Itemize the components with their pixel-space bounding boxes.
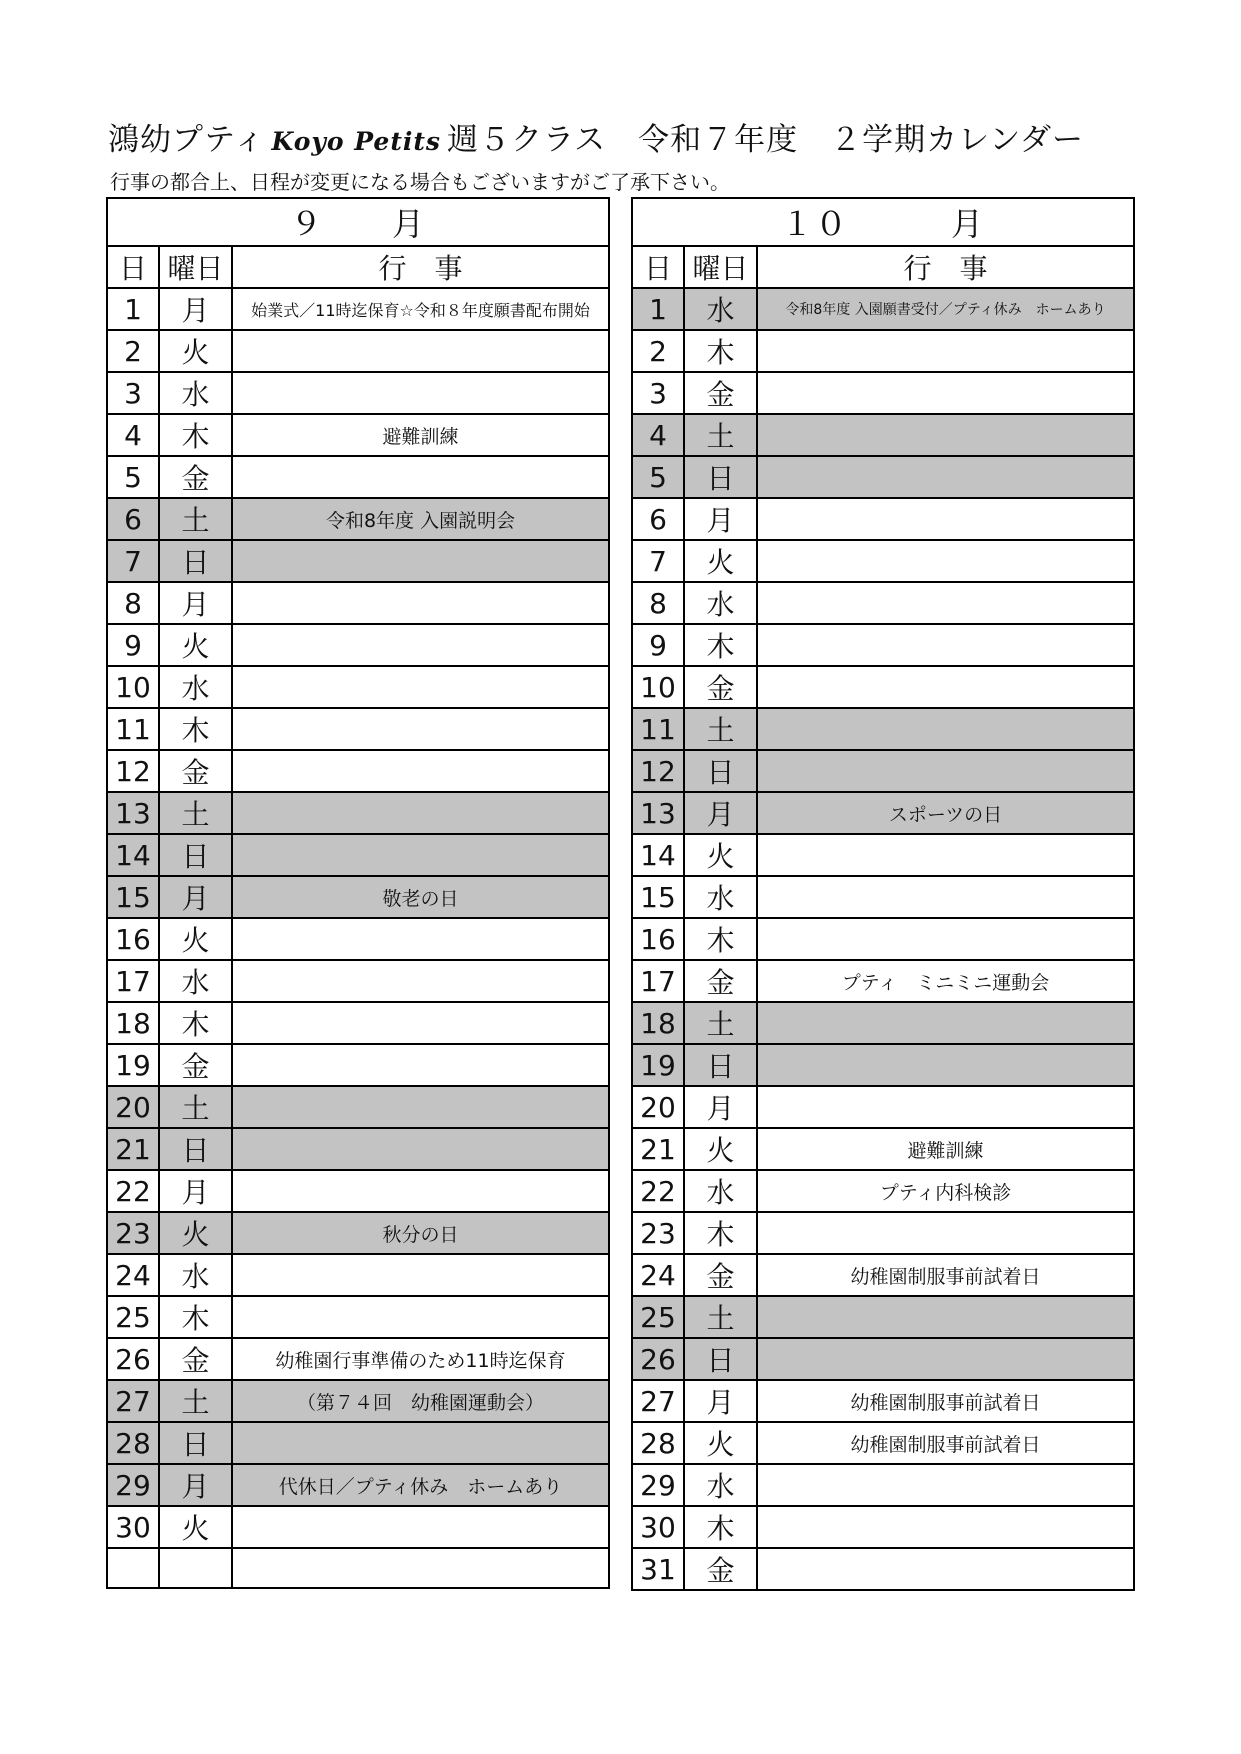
day-cell: 11: [107, 708, 159, 750]
weekday-cell: 日: [684, 750, 757, 792]
event-cell: [757, 330, 1134, 372]
event-cell: [232, 918, 609, 960]
weekday-cell: 土: [159, 1086, 232, 1128]
weekday-cell: 土: [159, 1380, 232, 1422]
event-cell: [232, 456, 609, 498]
day-cell: 3: [107, 372, 159, 414]
calendar-row: [107, 750, 609, 792]
calendar-row: [632, 1128, 1134, 1170]
day-cell: 9: [107, 624, 159, 666]
september-calendar: [106, 197, 610, 1589]
weekday-cell: 金: [684, 1254, 757, 1296]
event-cell: [757, 666, 1134, 708]
calendar-row: [632, 624, 1134, 666]
event-cell: [757, 582, 1134, 624]
weekday-cell: 火: [159, 330, 232, 372]
day-column-header: 日: [632, 246, 684, 288]
calendar-row: [632, 414, 1134, 456]
calendar-row: [107, 918, 609, 960]
calendar-row: [107, 1464, 609, 1506]
weekday-cell: 月: [684, 1380, 757, 1422]
event-cell: [232, 1506, 609, 1548]
day-cell: 27: [632, 1380, 684, 1422]
weekday-cell: 水: [684, 288, 757, 330]
event-cell: [757, 708, 1134, 750]
weekday-cell: 金: [684, 666, 757, 708]
weekday-column-header: 曜日: [684, 246, 757, 288]
day-cell: 16: [632, 918, 684, 960]
calendar-row: [107, 456, 609, 498]
calendar-row: [632, 1338, 1134, 1380]
event-column-header: 行 事: [232, 246, 609, 288]
calendar-row: [107, 708, 609, 750]
calendar-row: [632, 960, 1134, 1002]
calendar-row: [632, 792, 1134, 834]
calendar-row: [107, 1506, 609, 1548]
day-cell: 13: [632, 792, 684, 834]
event-cell: [757, 498, 1134, 540]
schedule-notice: 行事の都合上、日程が変更になる場合もございますがご了承下さい。: [110, 170, 730, 194]
weekday-cell: 日: [684, 456, 757, 498]
weekday-cell: 金: [684, 372, 757, 414]
title-prefix: 鴻幼プティ: [108, 122, 266, 158]
weekday-cell: 日: [159, 1128, 232, 1170]
event-cell: 避難訓練: [232, 414, 609, 456]
weekday-cell: 月: [159, 1170, 232, 1212]
weekday-cell: 火: [159, 624, 232, 666]
calendar-row: [107, 876, 609, 918]
day-cell: 24: [632, 1254, 684, 1296]
event-cell: [232, 1170, 609, 1212]
day-cell: 25: [632, 1296, 684, 1338]
event-cell: [232, 330, 609, 372]
event-cell: 令和8年度 入園願書受付／プティ休み ホームあり: [757, 288, 1134, 330]
day-cell: 31: [632, 1548, 684, 1590]
event-column-header: 行 事: [757, 246, 1134, 288]
calendar-row: [107, 1212, 609, 1254]
day-cell: 23: [632, 1212, 684, 1254]
day-cell: 5: [107, 456, 159, 498]
calendar-row: [107, 414, 609, 456]
calendar-row: [107, 330, 609, 372]
day-cell: 20: [632, 1086, 684, 1128]
day-cell: 23: [107, 1212, 159, 1254]
calendar-row: [632, 1212, 1134, 1254]
day-cell: 17: [107, 960, 159, 1002]
day-cell: 26: [632, 1338, 684, 1380]
day-cell: 27: [107, 1380, 159, 1422]
event-cell: [757, 750, 1134, 792]
day-cell: 21: [107, 1128, 159, 1170]
calendar-row: [107, 1380, 609, 1422]
event-cell: [232, 792, 609, 834]
weekday-cell: 水: [684, 582, 757, 624]
event-cell: [757, 876, 1134, 918]
event-cell: [232, 540, 609, 582]
calendar-row: [107, 1086, 609, 1128]
day-cell: [107, 1548, 159, 1588]
calendar-row: [632, 582, 1134, 624]
event-cell: 代休日／プティ休み ホームあり: [232, 1464, 609, 1506]
weekday-cell: 木: [684, 918, 757, 960]
weekday-cell: 日: [159, 1422, 232, 1464]
weekday-cell: 土: [159, 498, 232, 540]
weekday-cell: 日: [159, 834, 232, 876]
calendar-row: [107, 1548, 609, 1588]
day-cell: 24: [107, 1254, 159, 1296]
day-cell: 6: [107, 498, 159, 540]
day-cell: 4: [632, 414, 684, 456]
day-cell: 2: [632, 330, 684, 372]
weekday-cell: 月: [684, 498, 757, 540]
day-cell: 10: [107, 666, 159, 708]
event-cell: [757, 1464, 1134, 1506]
day-cell: 26: [107, 1338, 159, 1380]
weekday-cell: 月: [159, 288, 232, 330]
day-cell: 7: [107, 540, 159, 582]
calendar-row: [632, 1002, 1134, 1044]
day-cell: 2: [107, 330, 159, 372]
calendar-row: [632, 540, 1134, 582]
event-cell: [232, 960, 609, 1002]
weekday-cell: 木: [684, 1506, 757, 1548]
calendar-row: [632, 918, 1134, 960]
event-cell: [757, 1212, 1134, 1254]
weekday-cell: 土: [684, 1002, 757, 1044]
page-title: [108, 114, 1084, 159]
day-cell: 15: [107, 876, 159, 918]
weekday-cell: 月: [159, 582, 232, 624]
day-cell: 5: [632, 456, 684, 498]
weekday-cell: 木: [684, 624, 757, 666]
day-cell: 19: [632, 1044, 684, 1086]
calendar-row: [632, 330, 1134, 372]
calendar-row: [632, 1506, 1134, 1548]
weekday-cell: 日: [684, 1338, 757, 1380]
day-cell: 30: [107, 1506, 159, 1548]
event-cell: [757, 540, 1134, 582]
weekday-cell: 月: [159, 876, 232, 918]
weekday-cell: 金: [684, 960, 757, 1002]
day-cell: 1: [632, 288, 684, 330]
weekday-cell: 金: [159, 1044, 232, 1086]
calendar-row: [107, 1170, 609, 1212]
day-cell: 25: [107, 1296, 159, 1338]
event-cell: [232, 1002, 609, 1044]
calendar-row: [632, 288, 1134, 330]
weekday-cell: [159, 1548, 232, 1588]
calendar-row: [107, 1044, 609, 1086]
day-cell: 14: [632, 834, 684, 876]
day-cell: 21: [632, 1128, 684, 1170]
event-cell: （第７４回 幼稚園運動会）: [232, 1380, 609, 1422]
event-cell: 始業式／11時迄保育☆令和８年度願書配布開始: [232, 288, 609, 330]
calendar-row: [107, 624, 609, 666]
weekday-cell: 土: [684, 708, 757, 750]
calendar-row: [107, 666, 609, 708]
day-cell: 13: [107, 792, 159, 834]
event-cell: 幼稚園制服事前試着日: [757, 1380, 1134, 1422]
day-cell: 29: [632, 1464, 684, 1506]
calendar-row: [632, 372, 1134, 414]
weekday-cell: 水: [684, 1170, 757, 1212]
calendar-row: [632, 666, 1134, 708]
event-cell: [232, 834, 609, 876]
weekday-cell: 金: [684, 1548, 757, 1590]
event-cell: 幼稚園行事準備のため11時迄保育: [232, 1338, 609, 1380]
day-cell: 15: [632, 876, 684, 918]
weekday-cell: 金: [159, 1338, 232, 1380]
event-cell: [757, 1086, 1134, 1128]
event-cell: [757, 624, 1134, 666]
event-cell: [232, 1086, 609, 1128]
calendar-row: [107, 1338, 609, 1380]
weekday-cell: 火: [684, 834, 757, 876]
event-cell: 令和8年度 入園説明会: [232, 498, 609, 540]
calendar-row: [107, 288, 609, 330]
weekday-cell: 月: [684, 1086, 757, 1128]
weekday-cell: 木: [159, 1002, 232, 1044]
calendar-row: [632, 1296, 1134, 1338]
calendar-row: [107, 1002, 609, 1044]
day-cell: 8: [107, 582, 159, 624]
calendar-row: [632, 834, 1134, 876]
day-column-header: 日: [107, 246, 159, 288]
weekday-cell: 日: [684, 1044, 757, 1086]
day-cell: 7: [632, 540, 684, 582]
event-cell: [232, 1128, 609, 1170]
weekday-cell: 火: [684, 1422, 757, 1464]
weekday-cell: 月: [159, 1464, 232, 1506]
event-cell: プティ ミニミニ運動会: [757, 960, 1134, 1002]
calendar-row: [107, 834, 609, 876]
event-cell: [757, 456, 1134, 498]
weekday-cell: 木: [684, 330, 757, 372]
weekday-column-header: 曜日: [159, 246, 232, 288]
event-cell: [757, 414, 1134, 456]
day-cell: 12: [632, 750, 684, 792]
day-cell: 18: [107, 1002, 159, 1044]
weekday-cell: 火: [159, 1212, 232, 1254]
day-cell: 11: [632, 708, 684, 750]
calendar-row: [107, 1254, 609, 1296]
weekday-cell: 金: [159, 750, 232, 792]
event-cell: [232, 1296, 609, 1338]
event-cell: 避難訓練: [757, 1128, 1134, 1170]
event-cell: [232, 750, 609, 792]
event-cell: [757, 918, 1134, 960]
day-cell: 16: [107, 918, 159, 960]
weekday-cell: 火: [684, 540, 757, 582]
day-cell: 29: [107, 1464, 159, 1506]
event-cell: [232, 624, 609, 666]
weekday-cell: 木: [159, 708, 232, 750]
calendar-row: [107, 372, 609, 414]
calendar-row: [632, 456, 1134, 498]
calendar-row: [632, 750, 1134, 792]
calendar-row: [107, 1128, 609, 1170]
calendar-row: [107, 1422, 609, 1464]
day-cell: 22: [107, 1170, 159, 1212]
weekday-cell: 水: [684, 876, 757, 918]
weekday-cell: 水: [159, 372, 232, 414]
october-calendar: [631, 197, 1135, 1591]
event-cell: [232, 1044, 609, 1086]
event-cell: [757, 834, 1134, 876]
calendar-row: [632, 1170, 1134, 1212]
calendar-row: [632, 1464, 1134, 1506]
calendar-row: [107, 582, 609, 624]
weekday-cell: 火: [684, 1128, 757, 1170]
day-cell: 9: [632, 624, 684, 666]
day-cell: 12: [107, 750, 159, 792]
calendar-row: [107, 1296, 609, 1338]
weekday-cell: 金: [159, 456, 232, 498]
title-suffix: 週５クラス 令和７年度 ２学期カレンダー: [447, 122, 1085, 158]
event-cell: [757, 372, 1134, 414]
event-cell: [232, 1548, 609, 1588]
weekday-cell: 水: [159, 1254, 232, 1296]
day-cell: 8: [632, 582, 684, 624]
weekday-cell: 木: [159, 1296, 232, 1338]
event-cell: [232, 1254, 609, 1296]
day-cell: 4: [107, 414, 159, 456]
weekday-cell: 木: [159, 414, 232, 456]
event-cell: 秋分の日: [232, 1212, 609, 1254]
calendar-row: [632, 1422, 1134, 1464]
calendar-row: [632, 708, 1134, 750]
event-cell: プティ内科検診: [757, 1170, 1134, 1212]
day-cell: 28: [632, 1422, 684, 1464]
brand-logo-text: Koyo Petits: [271, 127, 441, 156]
weekday-cell: 月: [684, 792, 757, 834]
day-cell: 19: [107, 1044, 159, 1086]
day-cell: 3: [632, 372, 684, 414]
day-cell: 18: [632, 1002, 684, 1044]
calendar-row: [107, 498, 609, 540]
day-cell: 22: [632, 1170, 684, 1212]
event-cell: [232, 1422, 609, 1464]
weekday-cell: 土: [159, 792, 232, 834]
weekday-cell: 水: [159, 666, 232, 708]
weekday-cell: 火: [159, 1506, 232, 1548]
calendar-row: [632, 1086, 1134, 1128]
event-cell: [232, 666, 609, 708]
calendar-row: [107, 540, 609, 582]
day-cell: 17: [632, 960, 684, 1002]
event-cell: [757, 1338, 1134, 1380]
calendar-row: [107, 792, 609, 834]
day-cell: 28: [107, 1422, 159, 1464]
calendar-row: [632, 876, 1134, 918]
event-cell: 敬老の日: [232, 876, 609, 918]
calendar-row: [632, 1380, 1134, 1422]
day-cell: 1: [107, 288, 159, 330]
day-cell: 10: [632, 666, 684, 708]
weekday-cell: 水: [159, 960, 232, 1002]
weekday-cell: 土: [684, 1296, 757, 1338]
event-cell: [757, 1044, 1134, 1086]
event-cell: [757, 1548, 1134, 1590]
event-cell: スポーツの日: [757, 792, 1134, 834]
month-title: ９ 月: [107, 198, 609, 246]
weekday-cell: 日: [159, 540, 232, 582]
calendar-row: [632, 1548, 1134, 1590]
day-cell: 20: [107, 1086, 159, 1128]
weekday-cell: 水: [684, 1464, 757, 1506]
calendar-row: [107, 960, 609, 1002]
day-cell: 14: [107, 834, 159, 876]
event-cell: 幼稚園制服事前試着日: [757, 1422, 1134, 1464]
weekday-cell: 土: [684, 414, 757, 456]
event-cell: [232, 582, 609, 624]
event-cell: [757, 1002, 1134, 1044]
calendar-row: [632, 1044, 1134, 1086]
calendar-row: [632, 498, 1134, 540]
calendar-row: [632, 1254, 1134, 1296]
day-cell: 30: [632, 1506, 684, 1548]
event-cell: [232, 372, 609, 414]
day-cell: 6: [632, 498, 684, 540]
event-cell: [757, 1296, 1134, 1338]
event-cell: [757, 1506, 1134, 1548]
weekday-cell: 火: [159, 918, 232, 960]
event-cell: 幼稚園制服事前試着日: [757, 1254, 1134, 1296]
event-cell: [232, 708, 609, 750]
weekday-cell: 木: [684, 1212, 757, 1254]
month-title: １０ 月: [632, 198, 1134, 246]
